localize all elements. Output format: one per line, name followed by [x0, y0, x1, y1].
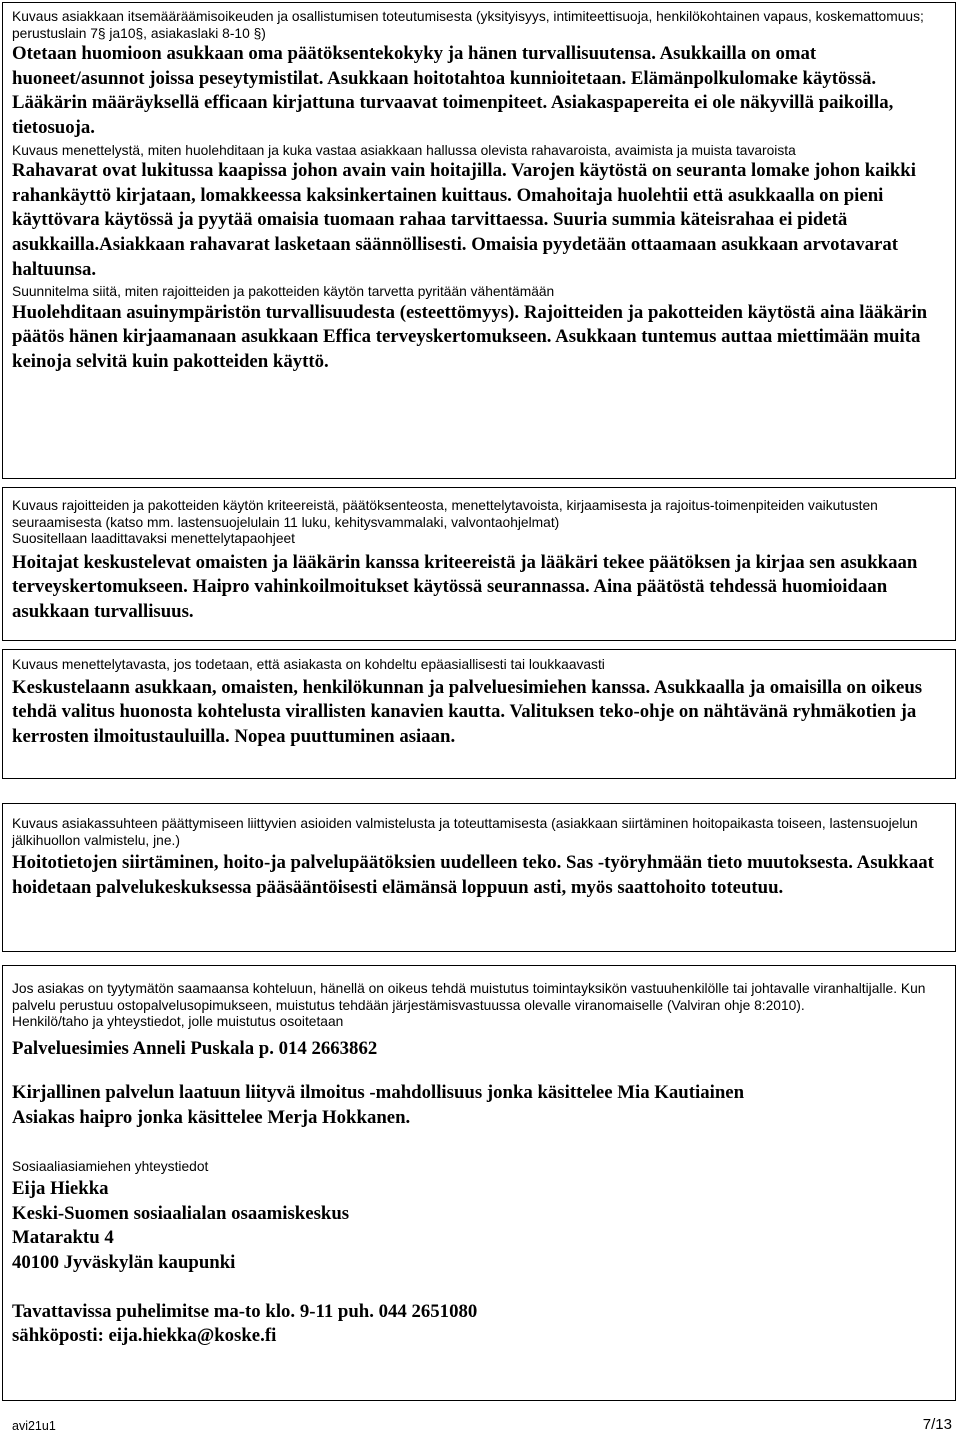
section-label: Kuvaus asiakkaan itsemääräämisoikeuden ja osallistumisen toteutumisesta (yksityisyys, intimiteettisuoja, henkilökohtainen vapaus, koskemattomuus; perustuslain 7§ ja10§, asiakaslaki 8-10 §): [12, 9, 924, 41]
quality-notice: Kirjallinen palvelun laatuun liityvä ilmoitus -mahdollisuus jonka käsittelee Mia Kautiainen: [12, 1082, 745, 1104]
section-sublabel: Henkilö/taho ja yhteystiedot, jolle muistutus osoitetaan: [12, 1014, 344, 1030]
section-complaint-contacts: [2, 965, 956, 1401]
section-label: Kuvaus menettelytavasta, jos todetaan, että asiakasta on kohdeltu epäasiallisesti tai loukkaavasti: [12, 657, 605, 672]
social-ombudsman-label: Sosiaaliasiamiehen yhteystiedot: [12, 1158, 209, 1174]
contact-person: Palveluesimies Anneli Puskala p. 014 2663862: [12, 1037, 378, 1059]
section-body: Otetaan huomioon asukkaan oma päätöksentekokyky ja hänen turvallisuutensa. Asukkailla on omat huoneet/asunnot joissa peseytymistilat. Asukkaan hoitotahtoa kunnioitetaan. Elämänpolkulomake käytössä. Lääkärin määräyksellä efficaan kirjattuna turvaavat toimenpiteet. Asiakaspapereita ei ole näkyvillä paikoilla, tietosuoja.: [12, 43, 894, 138]
ombudsman-email: sähköposti: eija.hiekka@koske.fi: [12, 1325, 277, 1347]
section-client-relationship-end: [2, 803, 956, 952]
ombudsman-phone-hours: Tavattavissa puhelimitse ma-to klo. 9-11 puh. 044 2651080: [12, 1300, 478, 1322]
ombudsman-city: 40100 Jyväskylän kaupunki: [12, 1251, 236, 1273]
section-sublabel: Suositellaan laadittavaksi menettelytapaohjeet: [12, 531, 296, 547]
section-label: Suunnitelma siitä, miten rajoitteiden ja pakotteiden käytön tarvetta pyritään vähentämään: [12, 284, 555, 300]
ombudsman-organization: Keski-Suomen sosiaalialan osaamiskeskus: [12, 1202, 350, 1224]
section-body: Hoitotietojen siirtäminen, hoito-ja palvelupäätöksien uudelleen teko. Sas -työryhmään tieto muutoksesta. Asukkaat hoidetaan palvelukeskuksessa pääsääntöisesti elämänsä loppuun asti, myös saattohoito toteutuu.: [12, 852, 934, 898]
section-mistreatment-procedure: [2, 649, 956, 779]
ombudsman-street: Mataraktu 4: [12, 1227, 114, 1249]
section-label: Kuvaus asiakassuhteen päättymiseen liittyvien asioiden valmistelusta ja toteuttamisesta (asiakkaan siirtäminen hoitopaikasta toiseen, lastensuojelun jälkihuollon valmistelu, jne.): [12, 816, 918, 848]
section-body: Rahavarat ovat lukitussa kaapissa johon avain vain hoitajilla. Varojen käytöstä on seuranta lomake johon kaikki rahankäyttö kirjataan, lomakkeessa kaksinkertainen kuittaus. Omahoitaja huolehtii että asukkaalla on pieni käyttövara käytössä ja pyytää omaisia tuomaan rahaa tarvittaessa. Suuria summia käteisrahaa ei pidetä asukkailla.Asiakkaan rahavarat lasketaan säännöllisesti. Omaisia pyydetään ottaamaan asukkaan arvotavarat haltuunsa.: [12, 160, 916, 280]
section-restraint-criteria: [2, 487, 956, 641]
section-self-determination: [2, 2, 956, 479]
section-label: Kuvaus menettelystä, miten huolehditaan ja kuka vastaa asiakkaan hallussa olevista rahavaroista, avaimista ja muista tavaroista: [12, 142, 796, 158]
section-body: Keskustelaann asukkaan, omaisten, henkilökunnan ja palveluesimiehen kanssa. Asukkaalla ja omaisilla on oikeus tehdä valitus huonosta kohtelusta virallisten kanavien kautta. Valituksen teko-ohje on nähtävänä ryhmäkotien ja kerrosten ilmoitustauluilla. Nopea puuttuminen asiaan.: [12, 676, 923, 747]
document-code: avi21u1: [12, 1419, 56, 1433]
haipro-notice: Asiakas haipro jonka käsittelee Merja Hokkanen.: [12, 1106, 411, 1128]
page-number: 7/13: [922, 1416, 952, 1433]
section-label: Jos asiakas on tyytymätön saamaansa kohteluun, hänellä on oikeus tehdä muistutus toimintayksikön vastuuhenkilölle tai johtavalle viranhaltijalle. Kun palvelu perustuu ostopalvelusopimukseen, muistutus tehdään järjestämisvastuussa olevalle viranomaiselle (Valviran ohje 8:2010).: [12, 981, 926, 1013]
section-body: Huolehditaan asuinympäristön turvallisuudesta (esteettömyys). Rajoitteiden ja pakotteiden käytöstä aina lääkärin päätös hänen kirjaamanaan asukkaan Effica terveyskertomukseen. Asukkaan tuntemus auttaa miettimään muita keinoja selvitä kuin pakotteiden käyttö.: [12, 301, 928, 372]
ombudsman-name: Eija Hiekka: [12, 1178, 109, 1200]
section-body: Hoitajat keskustelevat omaisten ja lääkärin kanssa kriteereistä ja lääkäri tekee päätöksen ja kirjaa sen asukkaan terveyskertomukseen. Haipro vahinkoilmoitukset käytössä seurannassa. Aina päätöstä tehdessä huomioidaan asukkaan turvallisuus.: [12, 551, 918, 622]
section-label: Kuvaus rajoitteiden ja pakotteiden käytön kriteereistä, päätöksenteosta, menettelytavoista, kirjaamisesta ja rajoitus-toimenpiteiden vaikutusten seuraamisesta (katso mm. lastensuojelulain 11 luku, kehitysvammalaki, valvontaohjelmat): [12, 498, 878, 530]
